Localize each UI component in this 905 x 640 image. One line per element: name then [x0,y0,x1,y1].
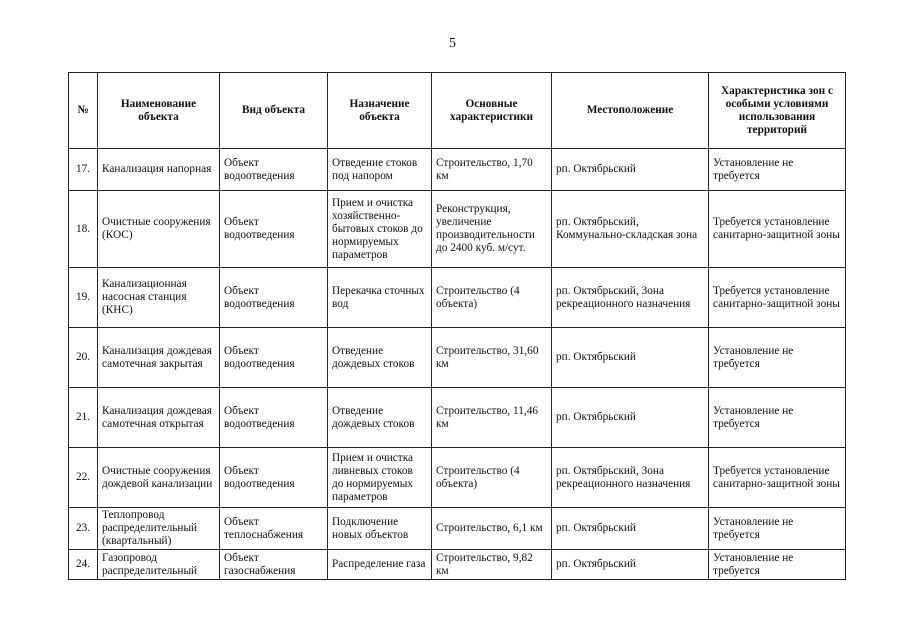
header-location: Местоположение [552,73,709,149]
object-type: Объект водоотведения [220,328,328,388]
object-purpose: Отведение дождевых стоков [328,388,432,448]
object-name: Газопровод распределительный [98,550,220,580]
object-specs: Строительство (4 объекта) [432,268,552,328]
object-type: Объект водоотведения [220,149,328,191]
table-row [69,550,846,580]
row-number: 22. [69,448,98,508]
object-purpose: Распределение газа [328,550,432,580]
object-location: рп. Октябрьский [552,508,709,550]
object-location: рп. Октябрьский [552,149,709,191]
object-type: Объект водоотведения [220,388,328,448]
object-type: Объект водоотведения [220,268,328,328]
table-row [69,508,846,550]
object-name: Канализация дождевая самотечная закрытая [98,328,220,388]
object-type: Объект водоотведения [220,191,328,268]
object-type: Объект газоснабжения [220,550,328,580]
object-name: Канализационная насосная станция (КНС) [98,268,220,328]
header-number: № [69,73,98,149]
row-number: 21. [69,388,98,448]
object-zones: Требуется установление санитарно-защитной зоны [709,448,846,508]
table-row [69,191,846,268]
row-number: 23. [69,508,98,550]
object-specs: Строительство, 1,70 км [432,149,552,191]
object-zones: Установление не требуется [709,328,846,388]
object-zones: Требуется установление санитарно-защитной зоны [709,191,846,268]
header-type: Вид объекта [220,73,328,149]
object-name: Канализация дождевая самотечная открытая [98,388,220,448]
table-row [69,268,846,328]
row-number: 18. [69,191,98,268]
object-name: Очистные сооружения дождевой канализации [98,448,220,508]
object-location: рп. Октябрьский, Зона рекреационного назначения [552,268,709,328]
row-number: 19. [69,268,98,328]
objects-table [68,72,846,580]
object-purpose: Отведение стоков под напором [328,149,432,191]
object-specs: Строительство, 9,82 км [432,550,552,580]
page-number: 5 [449,36,456,51]
object-location: рп. Октябрьский, Коммунально-складская зона [552,191,709,268]
header-name: Наименование объекта [98,73,220,149]
header-purpose: Назначение объекта [328,73,432,149]
object-zones: Требуется установление санитарно-защитной зоны [709,268,846,328]
table-header-row [69,73,846,149]
object-specs: Строительство (4 объекта) [432,448,552,508]
object-specs: Реконструкция, увеличение производительности до 2400 куб. м/сут. [432,191,552,268]
object-location: рп. Октябрьский, Зона рекреационного назначения [552,448,709,508]
object-zones: Установление не требуется [709,508,846,550]
row-number: 17. [69,149,98,191]
table-row [69,149,846,191]
row-number: 20. [69,328,98,388]
object-purpose: Отведение дождевых стоков [328,328,432,388]
object-name: Канализация напорная [98,149,220,191]
header-specs: Основные характеристики [432,73,552,149]
object-purpose: Прием и очистка хозяйственно-бытовых стоков до нормируемых параметров [328,191,432,268]
object-name: Теплопровод распределительный (квартальный) [98,508,220,550]
header-zones: Характеристика зон с особыми условиями использования территорий [709,73,846,149]
object-zones: Установление не требуется [709,149,846,191]
object-specs: Строительство, 11,46 км [432,388,552,448]
object-location: рп. Октябрьский [552,550,709,580]
object-zones: Установление не требуется [709,388,846,448]
object-purpose: Перекачка сточных вод [328,268,432,328]
table-row [69,328,846,388]
row-number: 24. [69,550,98,580]
table-row [69,388,846,448]
object-name: Очистные сооружения (КОС) [98,191,220,268]
object-purpose: Прием и очистка ливневых стоков до нормируемых параметров [328,448,432,508]
object-location: рп. Октябрьский [552,328,709,388]
object-type: Объект водоотведения [220,448,328,508]
object-type: Объект теплоснабжения [220,508,328,550]
object-specs: Строительство, 6,1 км [432,508,552,550]
object-specs: Строительство, 31,60 км [432,328,552,388]
object-purpose: Подключение новых объектов [328,508,432,550]
table-row [69,448,846,508]
object-zones: Установление не требуется [709,550,846,580]
object-location: рп. Октябрьский [552,388,709,448]
